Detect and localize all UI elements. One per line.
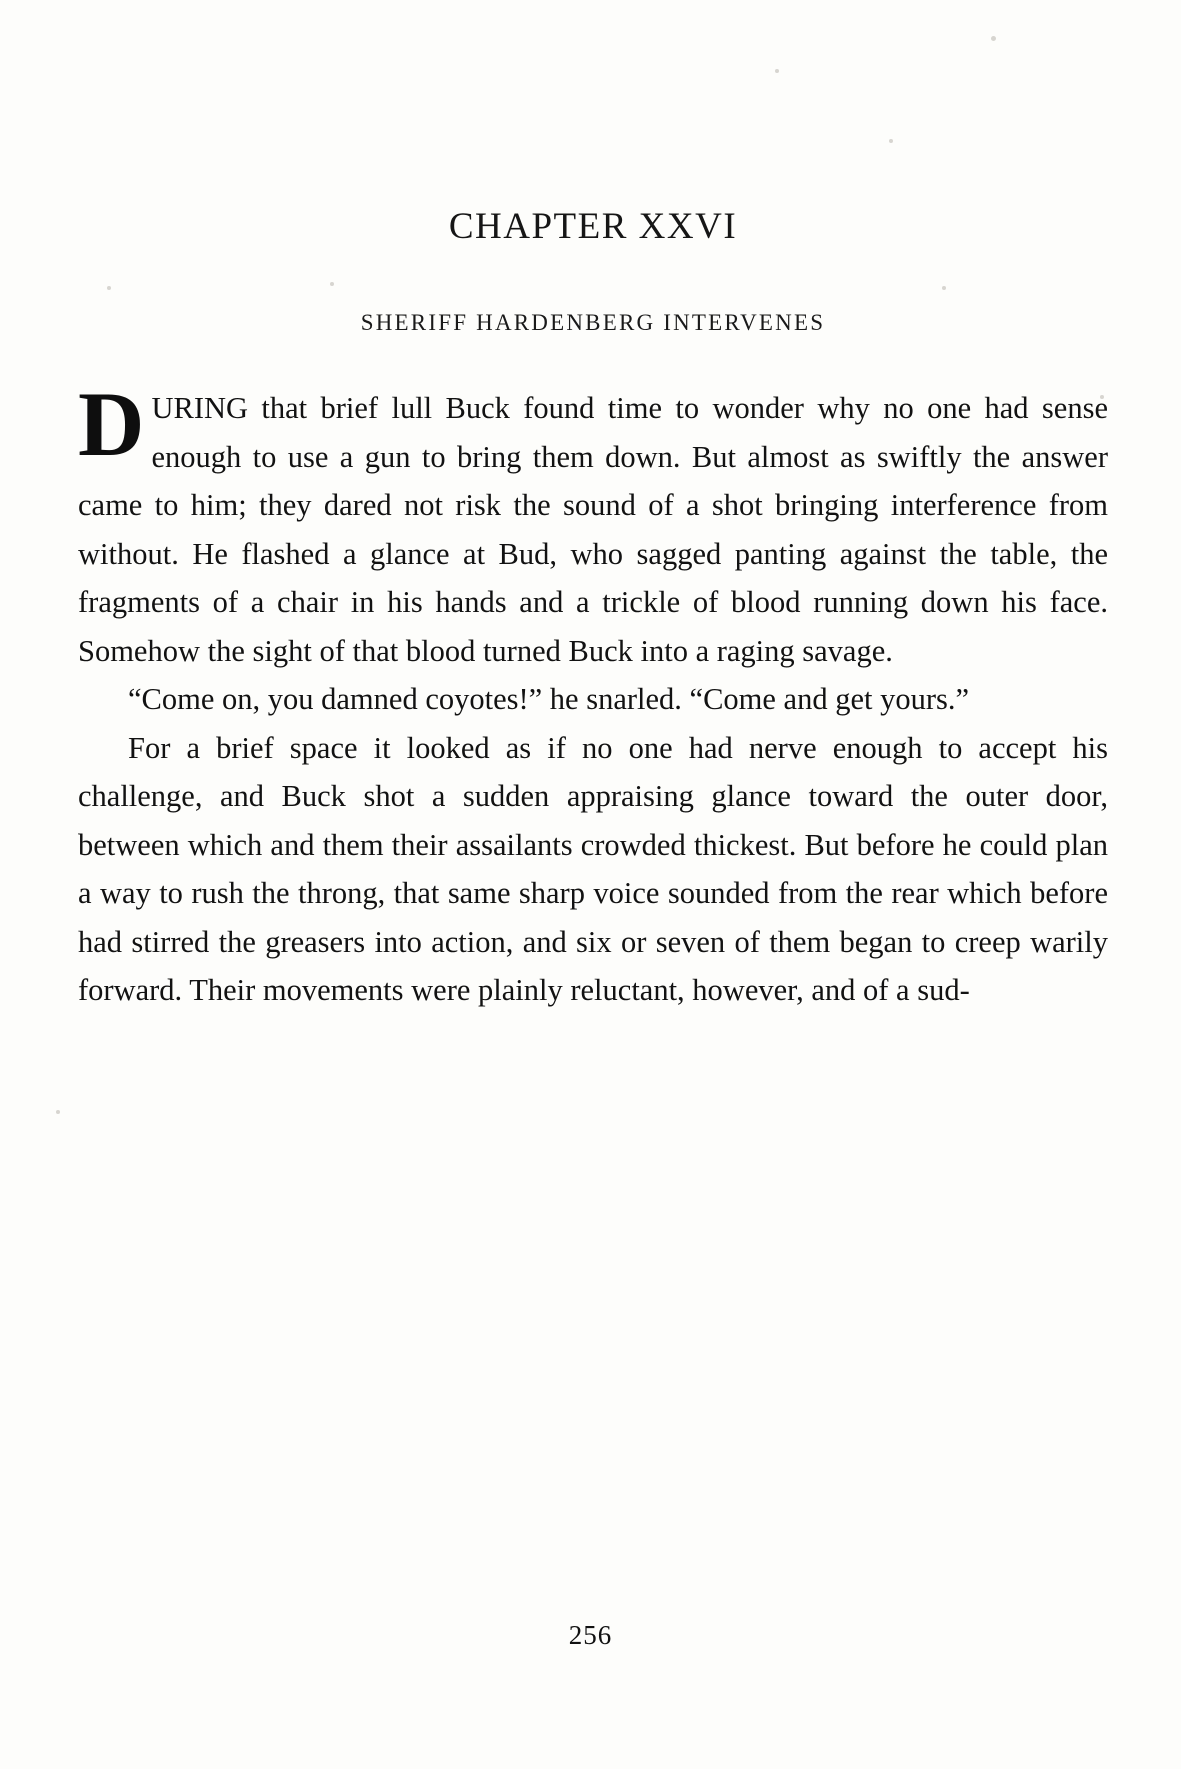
paragraph-text: URING that brief lull Buck found time to wonder why no one had sense enough to use a gun to bring them down. But almost as swiftly the answer came to him; they dared not risk the sound of a shot bringing interference from without. He flashed a glance at Bud, who sagged panting against the table, the fragments of a chair in his hands and a trickle of blood running down his face. Somehow the sight of that blood turned Buck into a raging savage. xyxy=(78,391,1108,668)
page-number: 256 xyxy=(568,1620,613,1650)
chapter-subtitle: SHERIFF HARDENBERG INTERVENES xyxy=(360,310,826,335)
page-content xyxy=(78,205,1108,1015)
paragraph-text: “Come on, you damned coyotes!” he snarled. “Come and get yours.” xyxy=(128,682,970,716)
scan-speck xyxy=(889,139,893,143)
paragraph-text: For a brief space it looked as if no one had nerve enough to accept his challenge, and Buck shot a sudden appraising glance toward the outer door, between which and them their assailants crowded thickest. But before he could plan a way to rush the throng, that same sharp voice sounded from the rear which before had stirred the greasers into action, and six or seven of them began to creep warily forward. Their movements were plainly reluctant, however, and of a sud- xyxy=(78,730,1108,1007)
drop-cap: D xyxy=(78,373,145,475)
paragraph xyxy=(78,373,1108,675)
paragraph xyxy=(78,724,1108,1015)
scan-speck xyxy=(775,69,779,73)
paragraph xyxy=(78,675,1108,724)
scan-speck xyxy=(56,1110,60,1114)
scan-speck xyxy=(991,36,996,41)
body-text xyxy=(78,373,1108,1015)
page-title: CHAPTER XXVI xyxy=(448,206,738,247)
